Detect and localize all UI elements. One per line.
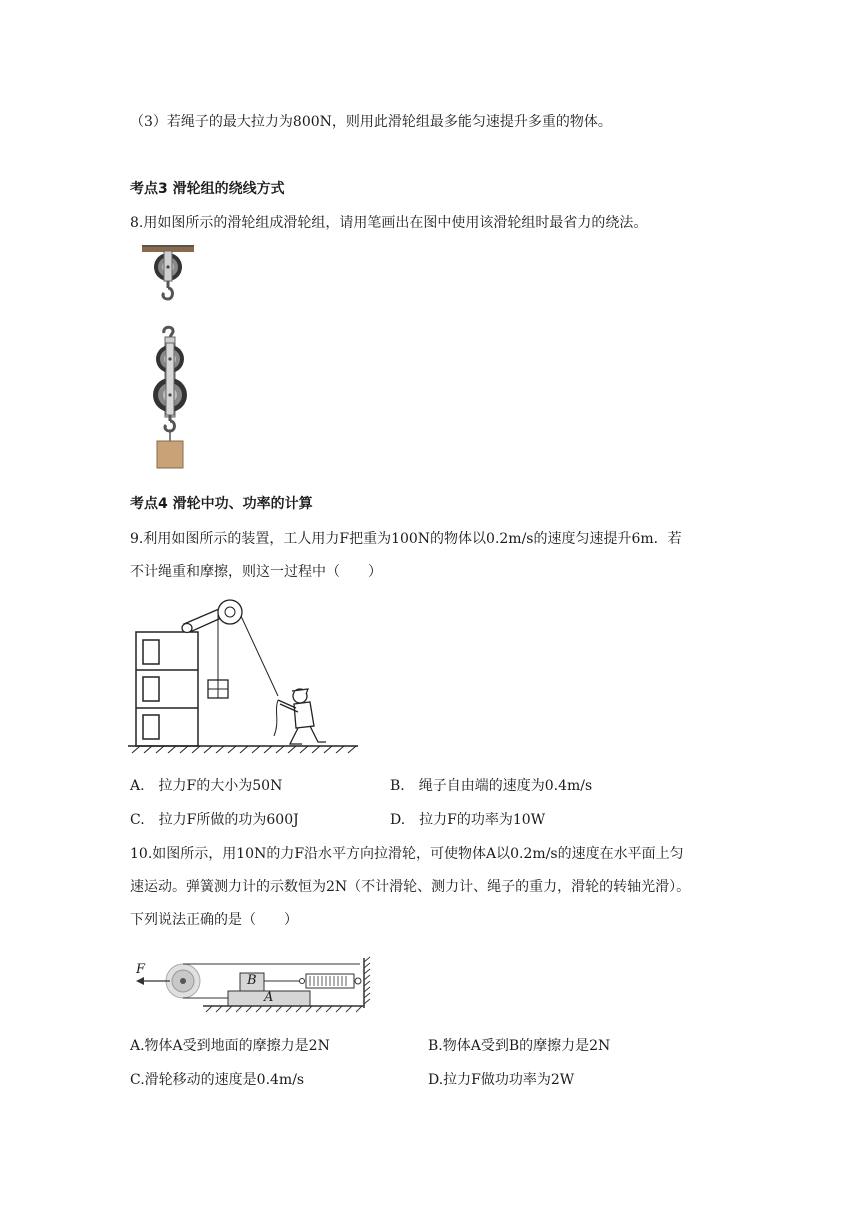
q9-option-c: C. 拉力F所做的功为600J xyxy=(130,812,299,828)
q10-option-d: D.拉力F做功功率为2W xyxy=(428,1072,575,1088)
q9-option-d: D. 拉力F的功率为10W xyxy=(390,812,546,828)
q10-text-line2: 速运动。弹簧测力计的示数恒为2N（不计滑轮、测力计、绳子的重力，滑轮的转轴光滑）。 xyxy=(130,879,691,895)
movable-pulley-figure xyxy=(140,323,200,471)
block-a-label: A xyxy=(264,990,274,1005)
q9-option-a: A. 拉力F的大小为50N xyxy=(130,778,283,794)
q10-option-a: A.物体A受到地面的摩擦力是2N xyxy=(130,1038,330,1054)
section4-title: 考点4 滑轮中功、功率的计算 xyxy=(130,496,313,512)
fixed-pulley-figure xyxy=(138,243,198,305)
q10-text-line1: 10.如图所示，用10N的力F沿水平方向拉滑轮，可使物体A以0.2m/s的速度在水平面上匀 xyxy=(130,846,684,862)
q10-text-line3: 下列说法正确的是（ ） xyxy=(130,912,298,928)
q7-part3-text: （3）若绳子的最大拉力为800N，则用此滑轮组最多能匀速提升多重的物体。 xyxy=(130,114,612,130)
q9-option-b: B. 绳子自由端的速度为0.4m/s xyxy=(390,778,593,794)
section3-title: 考点3 滑轮组的绕线方式 xyxy=(130,181,285,197)
block-b-label: B xyxy=(247,973,257,988)
force-label: F xyxy=(136,962,146,977)
q10-option-c: C.滑轮移动的速度是0.4m/s xyxy=(130,1072,305,1088)
q9-text-line2: 不计绳重和摩擦，则这一过程中（ ） xyxy=(130,564,382,580)
q9-text-line1: 9.利用如图所示的装置，工人用力F把重为100N的物体以0.2m/s的速度匀速提升6m．若 xyxy=(130,531,682,547)
q8-text: 8.用如图所示的滑轮组成滑轮组，请用笔画出在图中使用该滑轮组时最省力的绕法。 xyxy=(130,215,648,231)
worker-pulley-figure xyxy=(128,596,378,754)
q10-figure xyxy=(128,956,378,1016)
q10-option-b: B.物体A受到B的摩擦力是2N xyxy=(428,1038,611,1054)
